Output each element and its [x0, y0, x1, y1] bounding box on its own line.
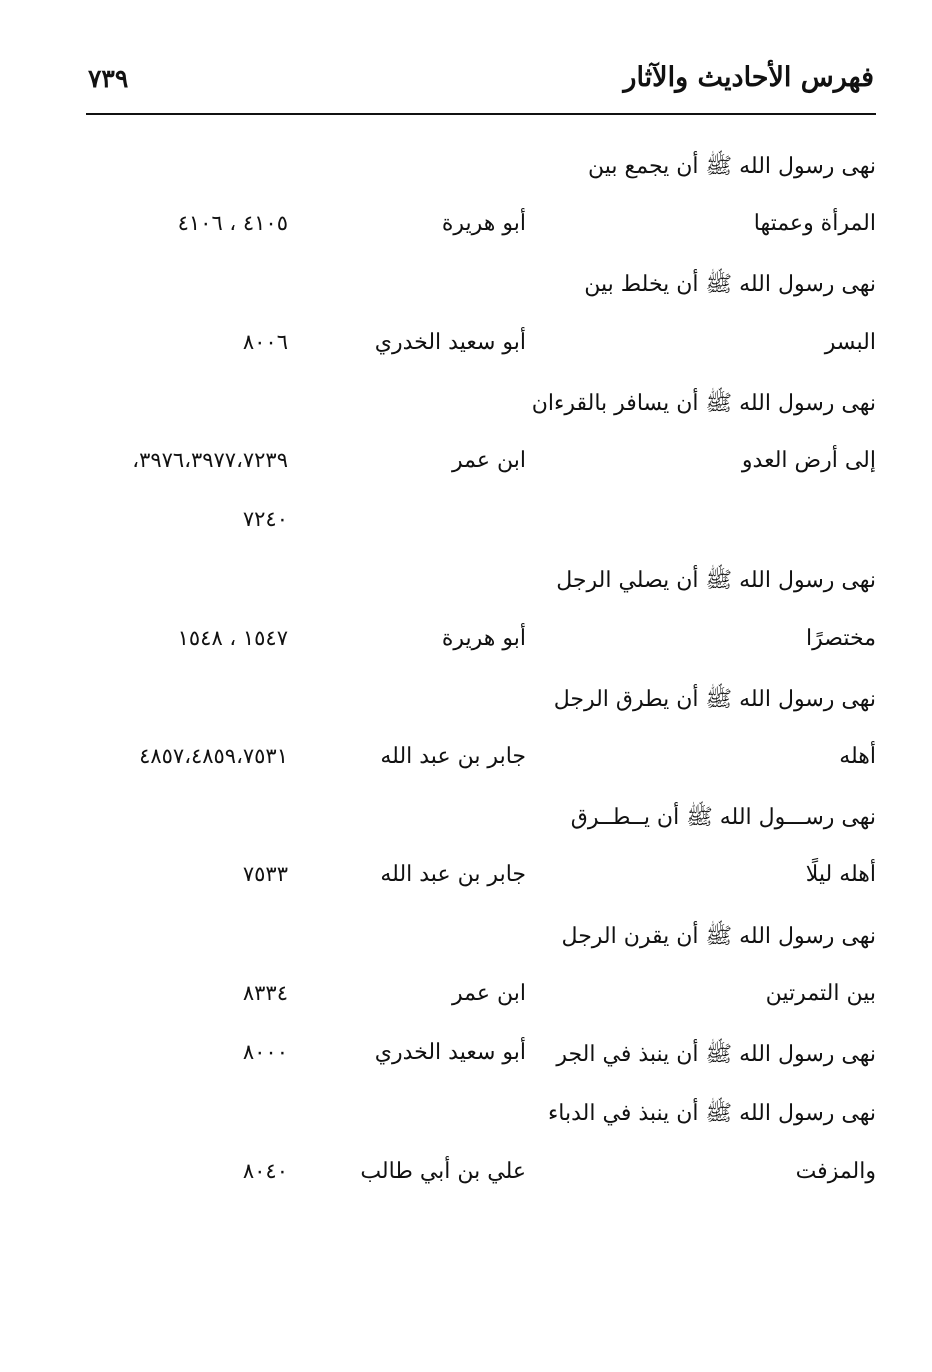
narrator: ابن عمر: [452, 981, 526, 1006]
hadith-numbers: ٧٥٣٣: [242, 862, 288, 886]
hadith-text: نهى رسول الله ﷺ أن يقرن الرجل: [561, 924, 876, 949]
header-rule: [86, 113, 876, 115]
hadith-numbers: ٤٨٥٧،٤٨٥٩،٧٥٣١: [139, 744, 288, 768]
hadith-text: نهى رســـول الله ﷺ أن يــطــرق: [570, 805, 876, 830]
index-row: [0, 1159, 932, 1199]
narrator: جابر بن عبد الله: [380, 744, 526, 769]
hadith-numbers: ٧٢٤٠: [242, 507, 288, 531]
index-row: [0, 626, 932, 666]
narrator: أبو سعيد الخدري: [374, 1040, 526, 1065]
index-row: [0, 211, 932, 251]
index-row: [0, 389, 932, 429]
index-row: [0, 1099, 932, 1139]
hadith-numbers: ٨٠٠٠: [242, 1040, 288, 1064]
hadith-numbers: ١٥٤٧ ، ١٥٤٨: [177, 626, 288, 650]
narrator: علي بن أبي طالب: [360, 1159, 526, 1184]
hadith-numbers: ٣٩٧٦،٣٩٧٧،٧٢٣٩،: [132, 448, 288, 472]
index-row: [0, 862, 932, 902]
hadith-text: نهى رسول الله ﷺ أن يصلي الرجل: [556, 568, 876, 593]
hadith-text: مختصرًا: [806, 626, 876, 651]
index-row: [0, 922, 932, 962]
hadith-text: نهى رسول الله ﷺ أن ينبذ في الدباء: [547, 1101, 876, 1126]
narrator: جابر بن عبد الله: [380, 862, 526, 887]
index-row: [0, 1040, 932, 1080]
index-row: [0, 507, 932, 547]
index-row: [0, 685, 932, 725]
hadith-numbers: ٨٣٣٤: [242, 981, 288, 1005]
hadith-numbers: ٨٠٠٦: [242, 330, 288, 354]
index-row: [0, 803, 932, 843]
narrator: ابن عمر: [452, 448, 526, 473]
hadith-text: نهى رسول الله ﷺ أن يخلط بين: [584, 272, 876, 297]
narrator: أبو هريرة: [441, 626, 526, 651]
hadith-numbers: ٨٠٤٠: [242, 1159, 288, 1183]
hadith-text: البسر: [824, 330, 876, 355]
hadith-text: أهله ليلًا: [805, 862, 876, 887]
hadith-text: المرأة وعمتها: [753, 211, 876, 236]
index-row: [0, 330, 932, 370]
hadith-text: نهى رسول الله ﷺ أن يطرق الرجل: [553, 687, 876, 712]
hadith-text: نهى رسول الله ﷺ أن يجمع بين: [588, 154, 876, 179]
index-row: [0, 566, 932, 606]
hadith-text: أهله: [839, 744, 876, 769]
narrator: أبو هريرة: [441, 211, 526, 236]
index-row: [0, 981, 932, 1021]
index-row: [0, 152, 932, 192]
page-title: فهرس الأحاديث والآثار: [623, 62, 874, 93]
hadith-text: نهى رسول الله ﷺ أن يسافر بالقرءان: [531, 391, 876, 416]
hadith-numbers: ٤١٠٥ ، ٤١٠٦: [177, 211, 288, 235]
hadith-text: إلى أرض العدو: [741, 448, 876, 473]
hadith-text: والمزفت: [795, 1159, 876, 1184]
narrator: أبو سعيد الخدري: [374, 330, 526, 355]
page-number: ٧٣٩: [88, 64, 129, 93]
index-row: [0, 270, 932, 310]
index-row: [0, 448, 932, 488]
hadith-text: نهى رسول الله ﷺ أن ينبذ في الجر: [556, 1042, 876, 1067]
hadith-text: بين التمرتين: [765, 981, 876, 1006]
index-row: [0, 744, 932, 784]
